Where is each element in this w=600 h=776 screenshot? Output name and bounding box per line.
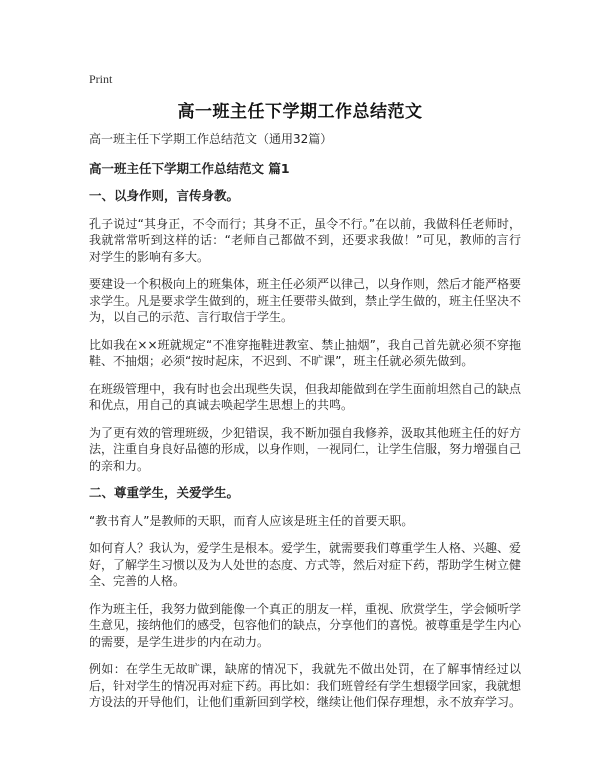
paragraph: 为了更有效的管理班级，少犯错误，我不断加强自我修养，汲取其他班主任的好方法，注重自身良好品德的形成，以身作则，一视同仁，让学生信服，努力增强自己的亲和力。 [89, 425, 522, 473]
paragraph: 例如：在学生无故旷课，缺席的情况下，我就先不做出处罚，在了解事情经过以后，针对学生的情况再对症下药。再比如：我们班曾经有学生想辍学回家，我就想方设法的开导他们，让他们重新回到学校，继续让他们保存理想，永不放弃学习。 [89, 662, 522, 709]
paragraph: 比如我在××班就规定“不准穿拖鞋进教室、禁止抽烟”，我自己首先就必须不穿拖鞋、不抽烟；必须“按时起床，不迟到、不旷课”，班主任就必须先做到。 [89, 337, 521, 368]
paragraph: 如何育人？我认为，爱学生是根本。爱学生，就需要我们尊重学生人格、兴趣、爱好，了解学生习惯以及为人处世的态度、方式等，然后对症下药，帮助学生树立健全、完善的人格。 [89, 541, 522, 588]
section-heading: 二、尊重学生，关爱学生。 [89, 485, 240, 500]
print-link[interactable]: Print [89, 72, 113, 86]
paragraph: 作为班主任，我努力做到能像一个真正的朋友一样，重视、欣赏学生，学会倾听学生意见，接纳他们的感受，包容他们的缺点，分享他们的喜悦。被尊重是学生内心的需要，是学生进步的内在动力。 [89, 601, 522, 649]
section-heading: 一、以身作则，言传身教。 [89, 188, 240, 203]
document-body [89, 131, 521, 722]
document-subtitle: 高一班主任下学期工作总结范文（通用32篇） [89, 132, 333, 146]
paragraph: 孔子说过“其身正，不令而行；其身不正，虽令不行。”在以前，我做科任老师时，我就常常听到这样的话：“老师自己都做不到，还要求我做！”可见，教师的言行对学生的影响有多大。 [89, 216, 521, 264]
section-title: 高一班主任下学期工作总结范文 篇1 [89, 160, 290, 176]
paragraph: 要建设一个积极向上的班集体，班主任必须严以律己，以身作则，然后才能严格要求学生。凡是要求学生做到的，班主任要带头做到，禁止学生做的，班主任坚决不为，以自己的示范、言行取信于学生。 [89, 277, 522, 324]
paragraph: “教书育人”是教师的天职，而育人应该是班主任的首要天职。 [89, 513, 414, 528]
document-title: 高一班主任下学期工作总结范文 [177, 102, 423, 122]
paragraph: 在班级管理中，我有时也会出现些失误，但我却能做到在学生面前坦然自己的缺点和优点，用自己的真诚去唤起学生思想上的共鸣。 [89, 381, 522, 412]
